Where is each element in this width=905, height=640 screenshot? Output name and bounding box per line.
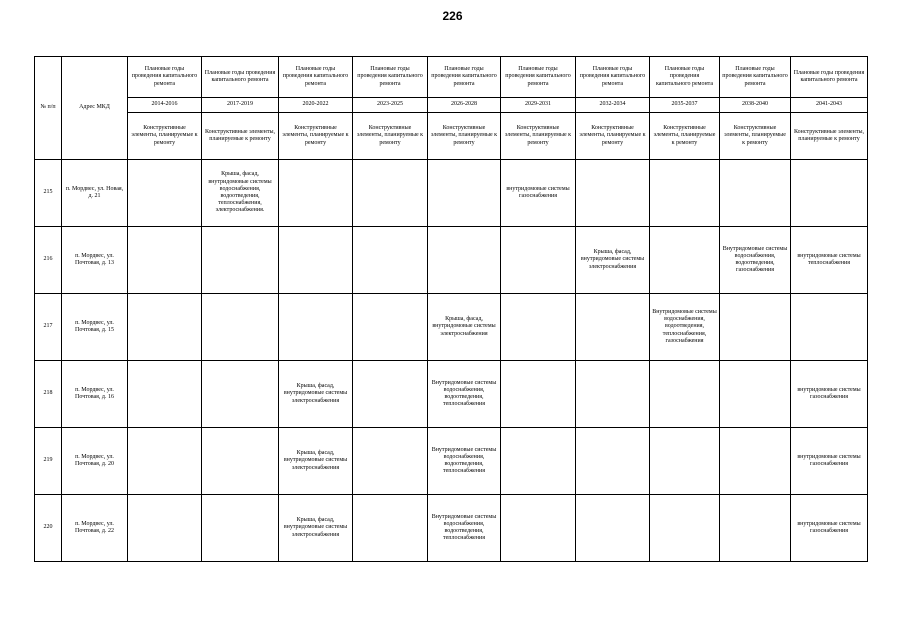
column-header-planned-years: Плановые годы проведения капитального ремонта — [353, 57, 428, 98]
header-row-elements — [35, 113, 868, 160]
repair-cell: Внутридомовые системы водоснабжения, водоотведения, газоснабжения — [720, 227, 791, 294]
repair-cell — [650, 495, 720, 562]
column-header-planned-years: Плановые годы проведения капитального ремонта — [501, 57, 576, 98]
column-header-elements: Конструктивные элементы, планируемые к ремонту — [791, 113, 868, 160]
column-header-elements: Конструктивные элементы, планируемые к ремонту — [279, 113, 353, 160]
column-header-number: № п/п — [35, 57, 62, 160]
repair-cell — [576, 495, 650, 562]
column-header-elements: Конструктивные элементы, планируемые к ремонту — [720, 113, 791, 160]
column-header-planned-years: Плановые годы проведения капитального ремонта — [428, 57, 501, 98]
table-row — [35, 361, 868, 428]
repair-cell: Внутридомовые системы водоснабжения, водоотведения, теплоснабжения — [428, 428, 501, 495]
repair-cell: внутридомовые системы газоснабжения — [791, 495, 868, 562]
table-row — [35, 495, 868, 562]
table-row — [35, 428, 868, 495]
row-number: 218 — [35, 361, 62, 428]
repair-cell — [650, 428, 720, 495]
column-header-address: Адрес МКД — [62, 57, 128, 160]
repair-cell — [501, 428, 576, 495]
repair-cell — [501, 361, 576, 428]
repair-cell — [720, 160, 791, 227]
column-header-period: 2014-2016 — [128, 98, 202, 113]
repair-cell — [501, 495, 576, 562]
column-header-elements: Конструктивные элементы, планируемые к ремонту — [501, 113, 576, 160]
page-number: 226 — [442, 9, 463, 23]
column-header-planned-years: Плановые годы проведения капитального ремонта — [576, 57, 650, 98]
capital-repair-table — [34, 56, 868, 562]
repair-cell: Крыша, фасад, внутридомовые системы водоснабжения, водоотведения, теплоснабжения, электроснабжения. — [202, 160, 279, 227]
repair-cell — [428, 227, 501, 294]
column-header-period: 2035-2037 — [650, 98, 720, 113]
repair-cell — [791, 160, 868, 227]
row-address: п. Мордвес, ул. Почтовая, д. 13 — [62, 227, 128, 294]
table-row — [35, 294, 868, 361]
column-header-period: 2041-2043 — [791, 98, 868, 113]
repair-cell — [353, 227, 428, 294]
header-row-periods — [35, 98, 868, 113]
column-header-elements: Конструктивные элементы, планируемые к ремонту — [353, 113, 428, 160]
row-address: п. Мордвес, ул. Почтовая, д. 15 — [62, 294, 128, 361]
repair-cell — [353, 495, 428, 562]
repair-cell — [279, 294, 353, 361]
repair-cell — [128, 428, 202, 495]
column-header-period: 2017-2019 — [202, 98, 279, 113]
column-header-period: 2023-2025 — [353, 98, 428, 113]
repair-cell — [720, 361, 791, 428]
row-number: 216 — [35, 227, 62, 294]
repair-cell — [279, 227, 353, 294]
table-body — [35, 160, 868, 562]
repair-cell — [202, 294, 279, 361]
table-row — [35, 227, 868, 294]
row-number: 220 — [35, 495, 62, 562]
column-header-planned-years: Плановые годы проведения капитального ремонта — [650, 57, 720, 98]
repair-cell — [576, 428, 650, 495]
repair-cell: Крыша, фасад, внутридомовые системы электроснабжения — [279, 495, 353, 562]
repair-cell — [202, 495, 279, 562]
repair-cell — [353, 361, 428, 428]
repair-cell — [353, 294, 428, 361]
row-number: 219 — [35, 428, 62, 495]
repair-cell — [650, 361, 720, 428]
column-header-period: 2038-2040 — [720, 98, 791, 113]
column-header-planned-years: Плановые годы проведения капитального ремонта — [720, 57, 791, 98]
repair-cell — [279, 160, 353, 227]
column-header-planned-years: Плановые годы проведения капитального ремонта — [202, 57, 279, 98]
repair-cell — [128, 294, 202, 361]
repair-cell — [202, 227, 279, 294]
repair-cell — [128, 160, 202, 227]
column-header-elements: Конструктивные элементы, планируемые к ремонту — [202, 113, 279, 160]
repair-cell — [128, 361, 202, 428]
repair-cell — [353, 428, 428, 495]
repair-cell — [128, 227, 202, 294]
repair-cell: внутридомовые системы газоснабжения — [501, 160, 576, 227]
repair-cell: Крыша, фасад, внутридомовые системы электроснабжения — [279, 361, 353, 428]
repair-cell: внутридомовые системы газоснабжения — [791, 428, 868, 495]
repair-cell: внутридомовые системы теплоснабжения — [791, 227, 868, 294]
repair-cell — [576, 361, 650, 428]
column-header-period: 2026-2028 — [428, 98, 501, 113]
repair-cell — [128, 495, 202, 562]
column-header-elements: Конструктивные элементы, планируемые к ремонту — [428, 113, 501, 160]
column-header-planned-years: Плановые годы проведения капитального ремонта — [791, 57, 868, 98]
repair-cell — [353, 160, 428, 227]
row-address: п. Мордвес, ул. Почтовая, д. 16 — [62, 361, 128, 428]
table-header — [35, 57, 868, 160]
column-header-period: 2029-2031 — [501, 98, 576, 113]
repair-cell — [791, 294, 868, 361]
repair-cell — [720, 495, 791, 562]
repair-cell — [576, 294, 650, 361]
repair-cell — [650, 160, 720, 227]
repair-cell: Крыша, фасад, внутридомовые системы электроснабжения — [576, 227, 650, 294]
repair-cell — [501, 294, 576, 361]
repair-cell: Внутридомовые системы водоснабжения, водоотведения, теплоснабжения — [428, 361, 501, 428]
row-address: п. Мордвес, ул. Почтовая, д. 22 — [62, 495, 128, 562]
repair-cell: Внутридомовые системы водоснабжения, водоотведения, теплоснабжения — [428, 495, 501, 562]
column-header-elements: Конструктивные элементы, планируемые к ремонту — [576, 113, 650, 160]
header-row-planned-years — [35, 57, 868, 98]
row-number: 217 — [35, 294, 62, 361]
repair-cell — [720, 294, 791, 361]
column-header-period: 2032-2034 — [576, 98, 650, 113]
repair-cell: Крыша, фасад, внутридомовые системы электроснабжения — [279, 428, 353, 495]
repair-cell — [428, 160, 501, 227]
repair-cell — [202, 428, 279, 495]
repair-cell — [650, 227, 720, 294]
column-header-planned-years: Плановые годы проведения капитального ремонта — [128, 57, 202, 98]
repair-cell — [202, 361, 279, 428]
repair-cell — [720, 428, 791, 495]
column-header-period: 2020-2022 — [279, 98, 353, 113]
column-header-elements: Конструктивные элементы, планируемые к ремонту — [128, 113, 202, 160]
row-address: п. Мордвес, ул. Новая, д. 21 — [62, 160, 128, 227]
repair-cell: Крыша, фасад, внутридомовые системы электроснабжения — [428, 294, 501, 361]
repair-cell — [576, 160, 650, 227]
row-address: п. Мордвес, ул. Почтовая, д. 20 — [62, 428, 128, 495]
row-number: 215 — [35, 160, 62, 227]
table-row — [35, 160, 868, 227]
column-header-elements: Конструктивные элементы, планируемые к ремонту — [650, 113, 720, 160]
repair-cell — [501, 227, 576, 294]
column-header-planned-years: Плановые годы проведения капитального ремонта — [279, 57, 353, 98]
repair-cell: внутридомовые системы газоснабжения — [791, 361, 868, 428]
repair-cell: Внутридомовые системы водоснабжения, водоотведения, теплоснабжения, газоснабжения — [650, 294, 720, 361]
